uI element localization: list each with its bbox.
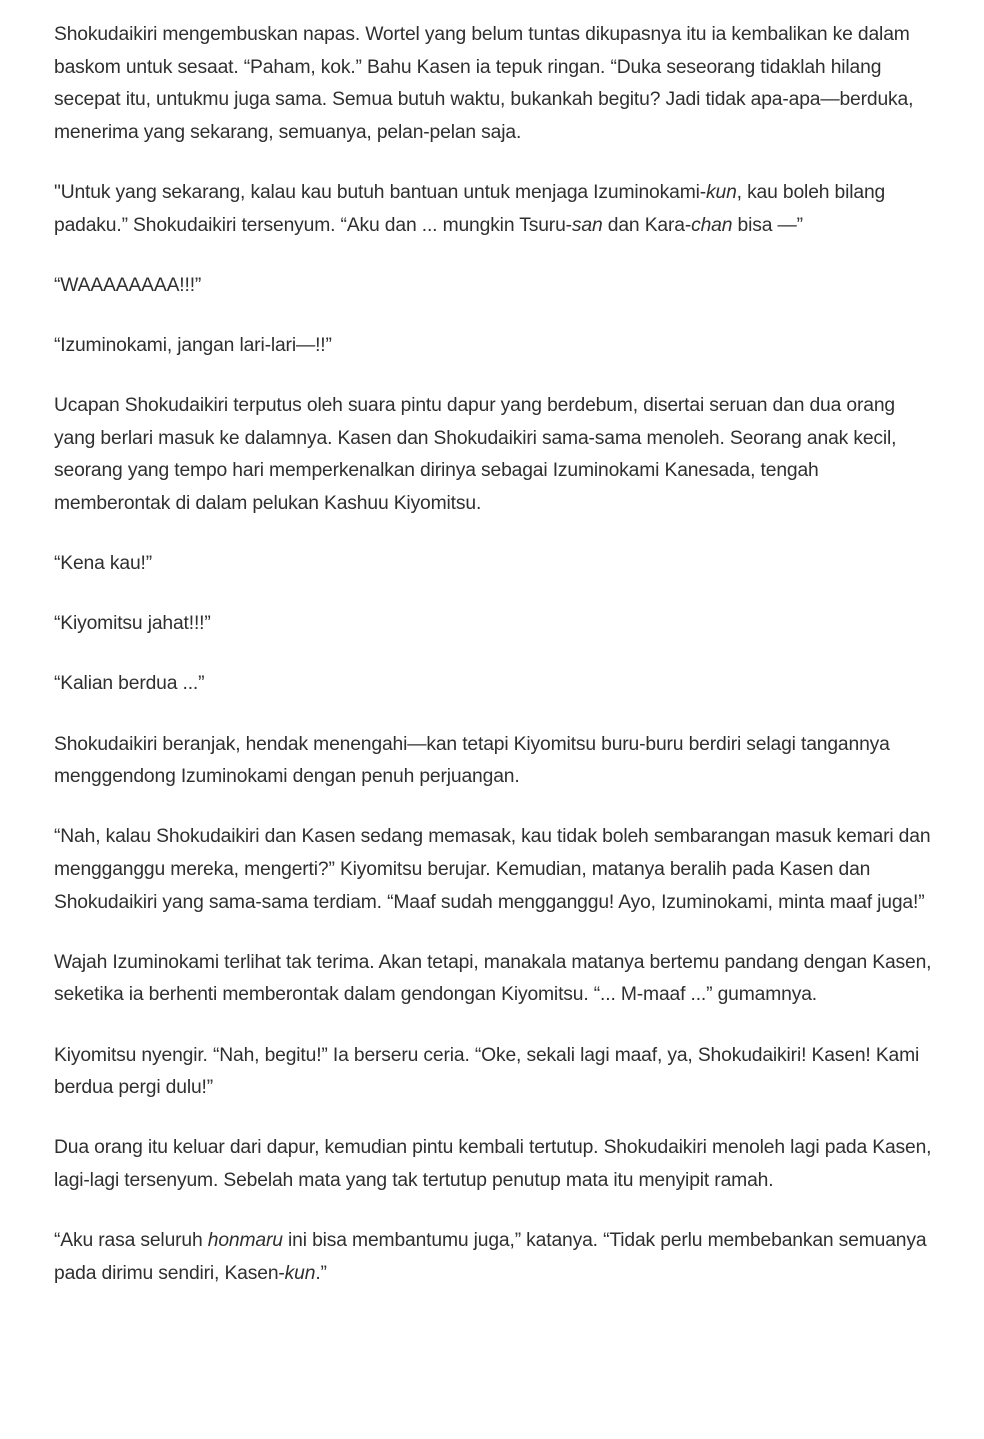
story-paragraph: [54, 390, 938, 520]
story-paragraph: [54, 1132, 938, 1197]
italic-text: kun: [284, 1262, 316, 1284]
story-paragraph: [54, 19, 938, 149]
text-segment: “Kiyomitsu jahat!!!”: [54, 613, 211, 635]
italic-text: chan: [691, 214, 733, 236]
text-segment: .”: [315, 1262, 327, 1284]
story-paragraph: [54, 177, 938, 242]
text-segment: Shokudaikiri beranjak, hendak menengahi—kan tetapi Kiyomitsu buru-buru berdiri selagi tangannya menggendong Izuminokami dengan penuh perjuangan.: [54, 733, 890, 788]
text-segment: Wajah Izuminokami terlihat tak terima. Akan tetapi, manakala matanya bertemu pandang dengan Kasen, seketika ia berhenti memberontak dalam gendongan Kiyomitsu. “... M-maaf ...” gumamnya.: [54, 951, 932, 1006]
text-segment: “Kena kau!”: [54, 553, 153, 575]
story-paragraph: [54, 1040, 938, 1105]
story-paragraph: [54, 668, 938, 701]
story-paragraph: [54, 1225, 938, 1290]
text-segment: Dua orang itu keluar dari dapur, kemudian pintu kembali tertutup. Shokudaikiri menoleh lagi pada Kasen, lagi-lagi tersenyum. Sebelah mata yang tak tertutup penutup mata itu menyipit ramah.: [54, 1137, 932, 1191]
story-text: [54, 19, 938, 1290]
text-segment: Ucapan Shokudaikiri terputus oleh suara pintu dapur yang berdebum, disertai seruan dan dua orang yang berlari masuk ke dalamnya. Kasen dan Shokudaikiri sama-sama menoleh. Seorang anak kecil, seorang yang tempo hari memperkenalkan dirinya sebagai Izuminokami Kanesada, tengah memberontak di dalam pelukan Kashuu Kiyomitsu.: [54, 395, 897, 514]
story-paragraph: [54, 729, 938, 794]
italic-text: honmaru: [207, 1230, 283, 1252]
story-paragraph: [54, 947, 938, 1012]
text-segment: “Izuminokami, jangan lari-lari—!!”: [54, 334, 332, 356]
story-paragraph: [54, 821, 938, 919]
italic-text: san: [571, 214, 603, 236]
text-segment: Kiyomitsu nyengir. “Nah, begitu!” Ia berseru ceria. “Oke, sekali lagi maaf, ya, Shokudaikiri! Kasen! Kami berdua pergi dulu!”: [54, 1044, 920, 1099]
text-segment: bisa —”: [732, 214, 803, 236]
text-segment: dan Kara-: [602, 214, 692, 236]
text-segment: , kau boleh bilang padaku.” Shokudaikiri tersenyum. “Aku dan ... mungkin Tsuru-: [54, 181, 886, 236]
text-segment: "Untuk yang sekarang, kalau kau butuh bantuan untuk menjaga Izuminokami-: [54, 181, 707, 203]
text-segment: ini bisa membantumu juga,” katanya. “Tidak perlu membebankan semuanya pada dirimu sendiri, Kasen-: [54, 1230, 927, 1284]
story-paragraph: [54, 330, 938, 363]
text-segment: “Kalian berdua ...”: [54, 673, 205, 695]
story-paragraph: [54, 270, 938, 303]
italic-text: kun: [706, 181, 737, 203]
story-paragraph: [54, 608, 938, 641]
text-segment: “Nah, kalau Shokudaikiri dan Kasen sedang memasak, kau tidak boleh sembarangan masuk kemari dan mengganggu mereka, mengerti?” Kiyomitsu berujar. Kemudian, matanya beralih pada Kasen dan Shokudaikiri yang sama-sama terdiam. “Maaf sudah mengganggu! Ayo, Izuminokami, minta maaf juga!”: [54, 826, 931, 913]
story-paragraph: [54, 548, 938, 581]
text-segment: “WAAAAAAAA!!!”: [54, 274, 202, 296]
text-segment: Shokudaikiri mengembuskan napas. Wortel yang belum tuntas dikupasnya itu ia kembalikan ke dalam baskom untuk sesaat. “Paham, kok.” Bahu Kasen ia tepuk ringan. “Duka seseorang tidaklah hilang secepat itu, untukmu juga sama. Semua butuh waktu, bukankah begitu? Jadi tidak apa-apa—berduka, menerima yang sekarang, semuanya, pelan-pelan saja.: [54, 24, 914, 143]
text-segment: “Aku rasa seluruh: [54, 1230, 208, 1252]
